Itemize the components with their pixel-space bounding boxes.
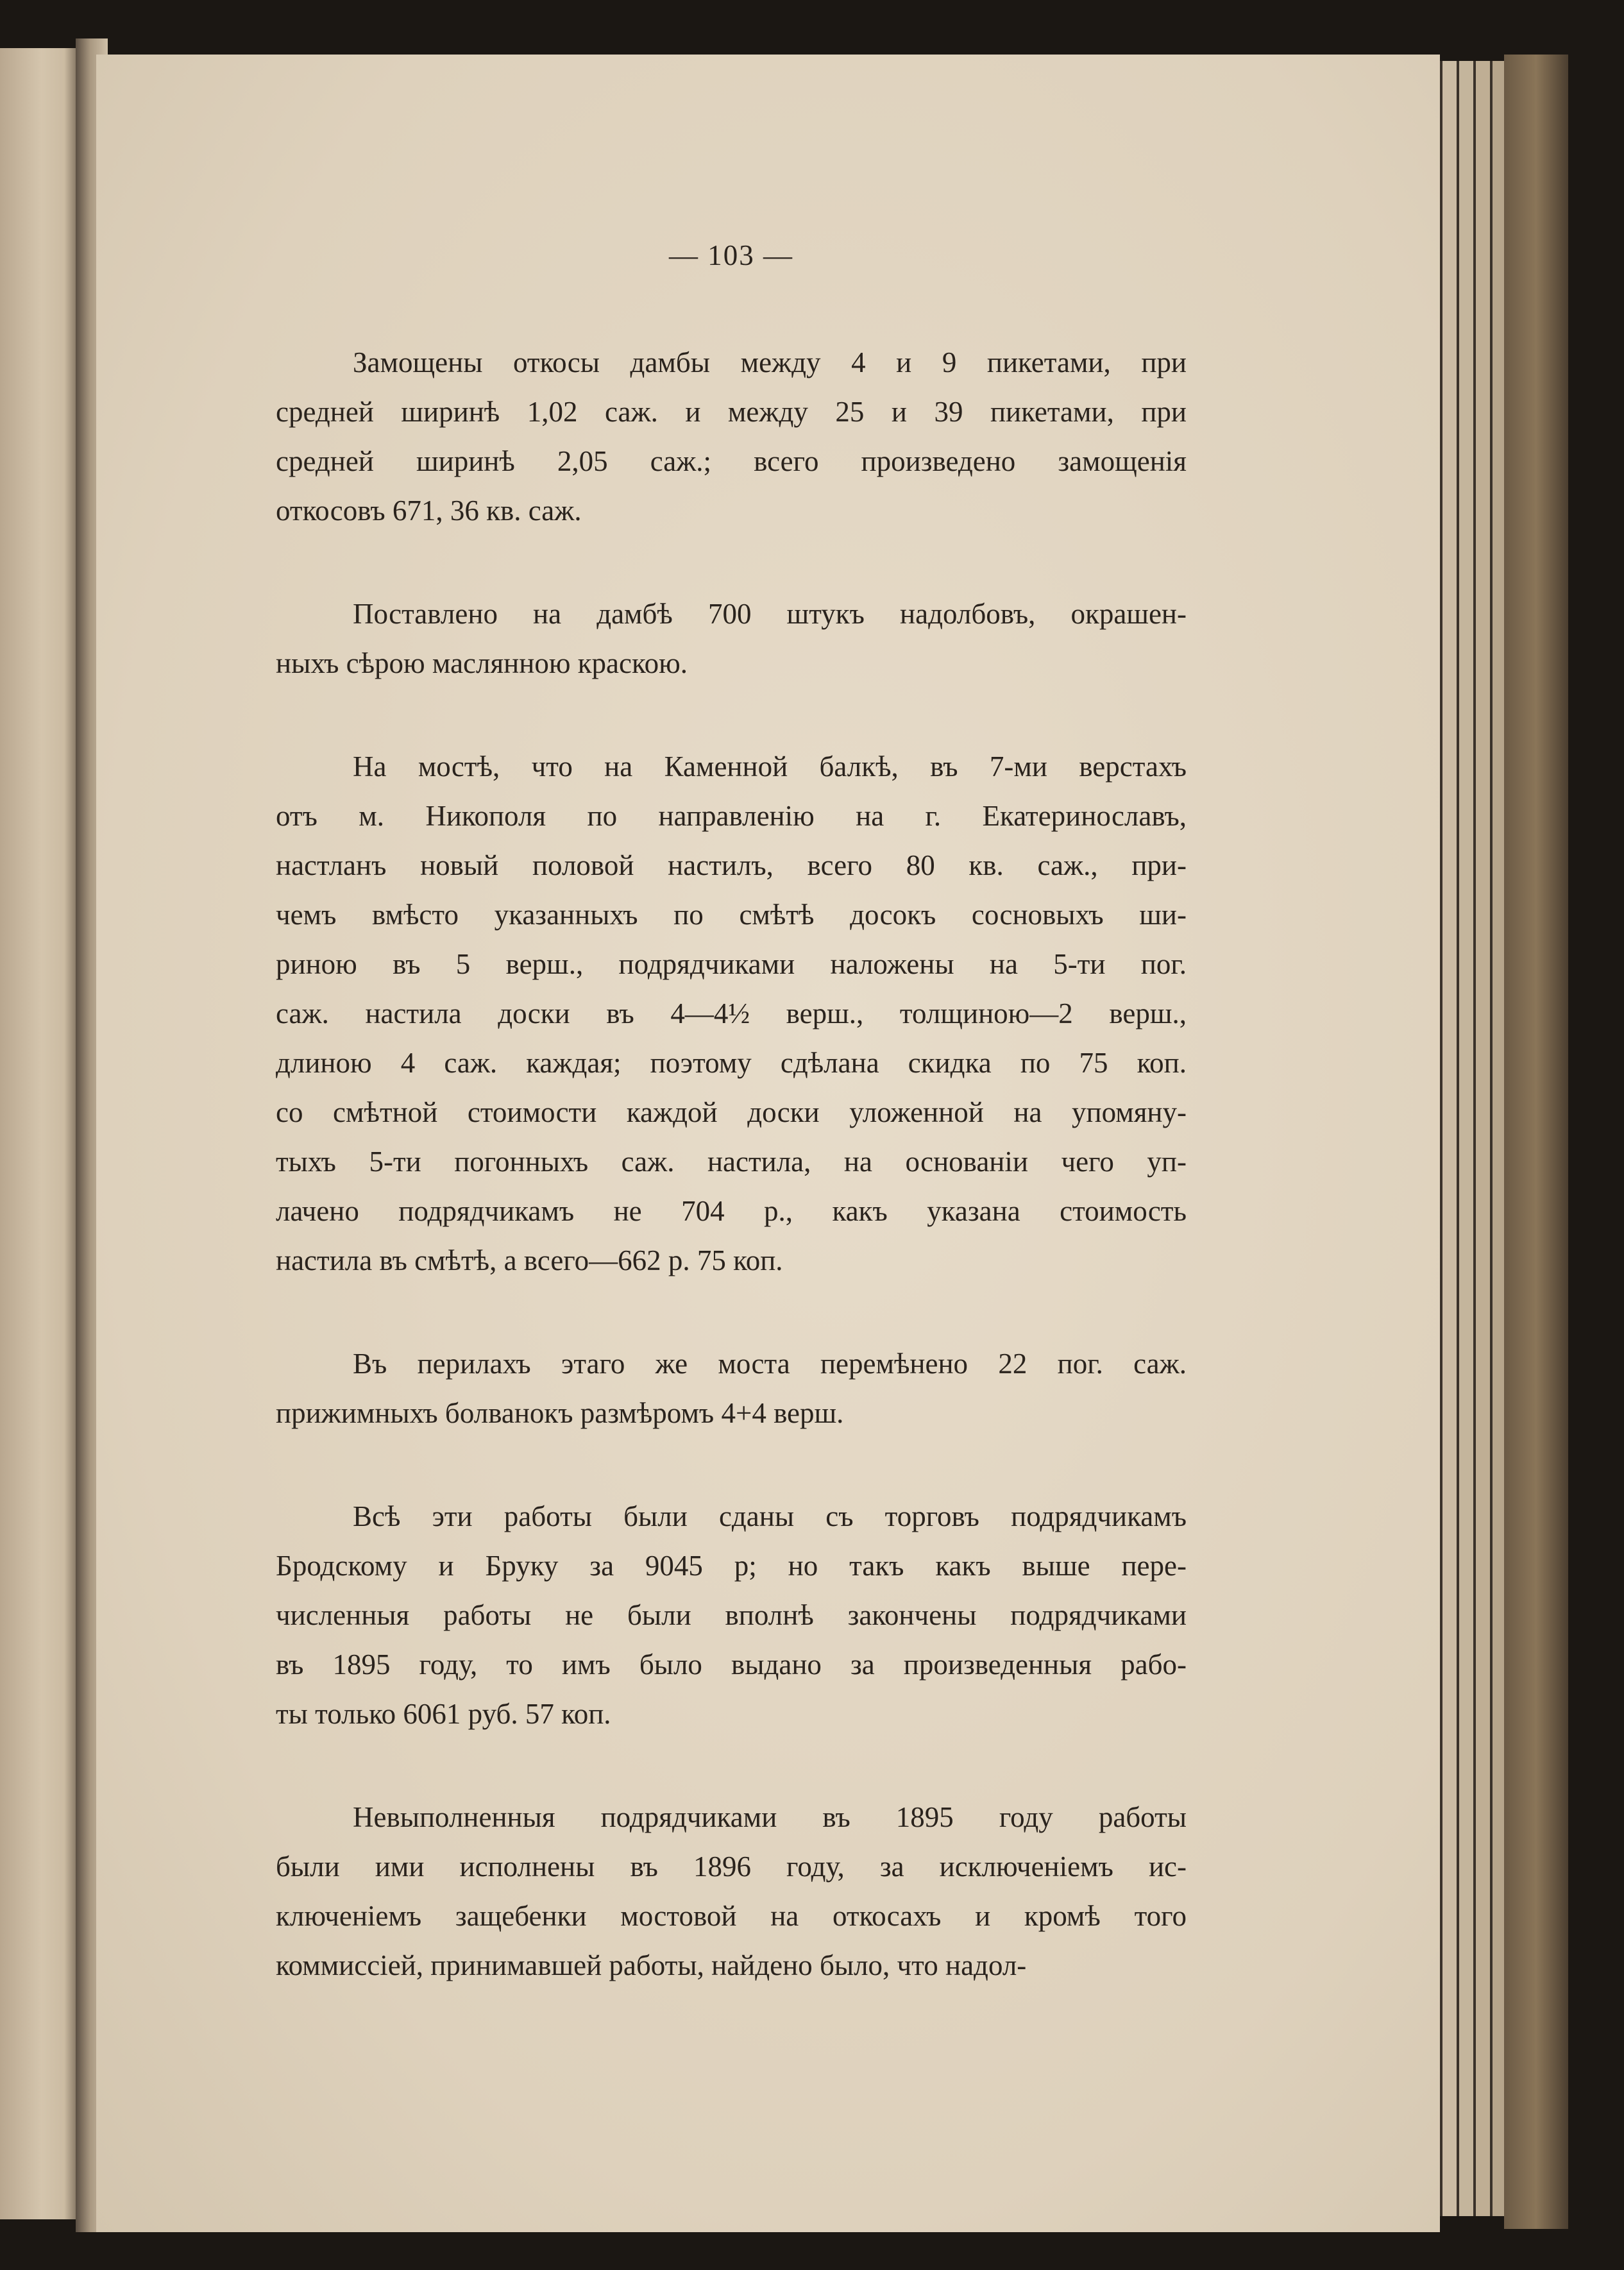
text-line: саж. настила доски въ 4—4½ верш., толщиною—2 верш.,: [276, 997, 1187, 1029]
text-line: со смѣтной стоимости каждой доски уложенной на упомяну-: [276, 1096, 1187, 1128]
text-line: настила въ смѣтѣ, а всего—662 р. 75 коп.: [276, 1244, 783, 1276]
text-line: откосовъ 671, 36 кв. саж.: [276, 495, 582, 527]
page-text: [276, 231, 1187, 2044]
text-line: средней ширинѣ 2,05 саж.; всего произведено замощенія: [276, 445, 1187, 477]
paragraph: [276, 742, 1187, 1285]
paragraph: [276, 1492, 1187, 1739]
page-edge: [1473, 61, 1490, 2216]
text-line: ныхъ сѣрою маслянною краскою.: [276, 647, 688, 679]
text-line: Поставлено на дамбѣ 700 штукъ надолбовъ, окрашен-: [353, 598, 1187, 630]
paragraph: [276, 338, 1187, 536]
book-cover-edge: [1504, 55, 1568, 2229]
text-line: Бродскому и Бруку за 9045 р; но такъ какъ выше пере-: [276, 1550, 1187, 1582]
page-edge: [1490, 61, 1504, 2216]
text-line: ключеніемъ защебенки мостовой на откосахъ и кромѣ того: [276, 1900, 1187, 1932]
text-line: Въ перилахъ этаго же моста перемѣнено 22 пог. саж.: [353, 1348, 1187, 1380]
text-line: коммиссіей, принимавшей работы, найдено было, что надол-: [276, 1949, 1027, 1981]
text-line: были ими исполнены въ 1896 году, за исключеніемъ ис-: [276, 1851, 1187, 1883]
text-line: риною въ 5 верш., подрядчиками наложены на 5-ти пог.: [276, 948, 1187, 980]
text-line: лачено подрядчикамъ не 704 р., какъ указана стоимость: [276, 1195, 1187, 1227]
text-line: Замощены откосы дамбы между 4 и 9 пикетами, при: [353, 346, 1187, 378]
page-edge: [1440, 61, 1457, 2216]
text-line: въ 1895 году, то имъ было выдано за произведенныя рабо-: [276, 1648, 1187, 1681]
text-line: длиною 4 саж. каждая; поэтому сдѣлана скидка по 75 коп.: [276, 1047, 1187, 1079]
page-number: — 103 —: [669, 239, 793, 271]
text-line: тыхъ 5-ти погонныхъ саж. настила, на основаніи чего уп-: [276, 1146, 1187, 1178]
text-line: отъ м. Никополя по направленію на г. Екатеринославъ,: [276, 800, 1187, 832]
text-line: численныя работы не были вполнѣ закончены подрядчиками: [276, 1599, 1187, 1631]
text-line: На мостѣ, что на Каменной балкѣ, въ 7-ми верстахъ: [353, 750, 1187, 783]
text-line: настланъ новый половой настилъ, всего 80 кв. саж., при-: [276, 849, 1187, 881]
page-edge: [1457, 61, 1473, 2216]
previous-page-edge: [0, 48, 76, 2219]
text-line: прижимныхъ болванокъ размѣромъ 4+4 верш.: [276, 1397, 844, 1429]
text-line: Всѣ эти работы были сданы съ торговъ подрядчикамъ: [353, 1500, 1187, 1532]
text-line: чемъ вмѣсто указанныхъ по смѣтѣ досокъ сосновыхъ ши-: [276, 899, 1187, 931]
paragraphs: [276, 338, 1187, 1990]
text-line: ты только 6061 руб. 57 коп.: [276, 1698, 611, 1730]
text-line: средней ширинѣ 1,02 саж. и между 25 и 39 пикетами, при: [276, 396, 1187, 428]
paragraph: [276, 1339, 1187, 1438]
paragraph: [276, 1793, 1187, 1990]
paragraph: [276, 589, 1187, 688]
text-line: Невыполненныя подрядчиками въ 1895 году работы: [353, 1801, 1187, 1833]
